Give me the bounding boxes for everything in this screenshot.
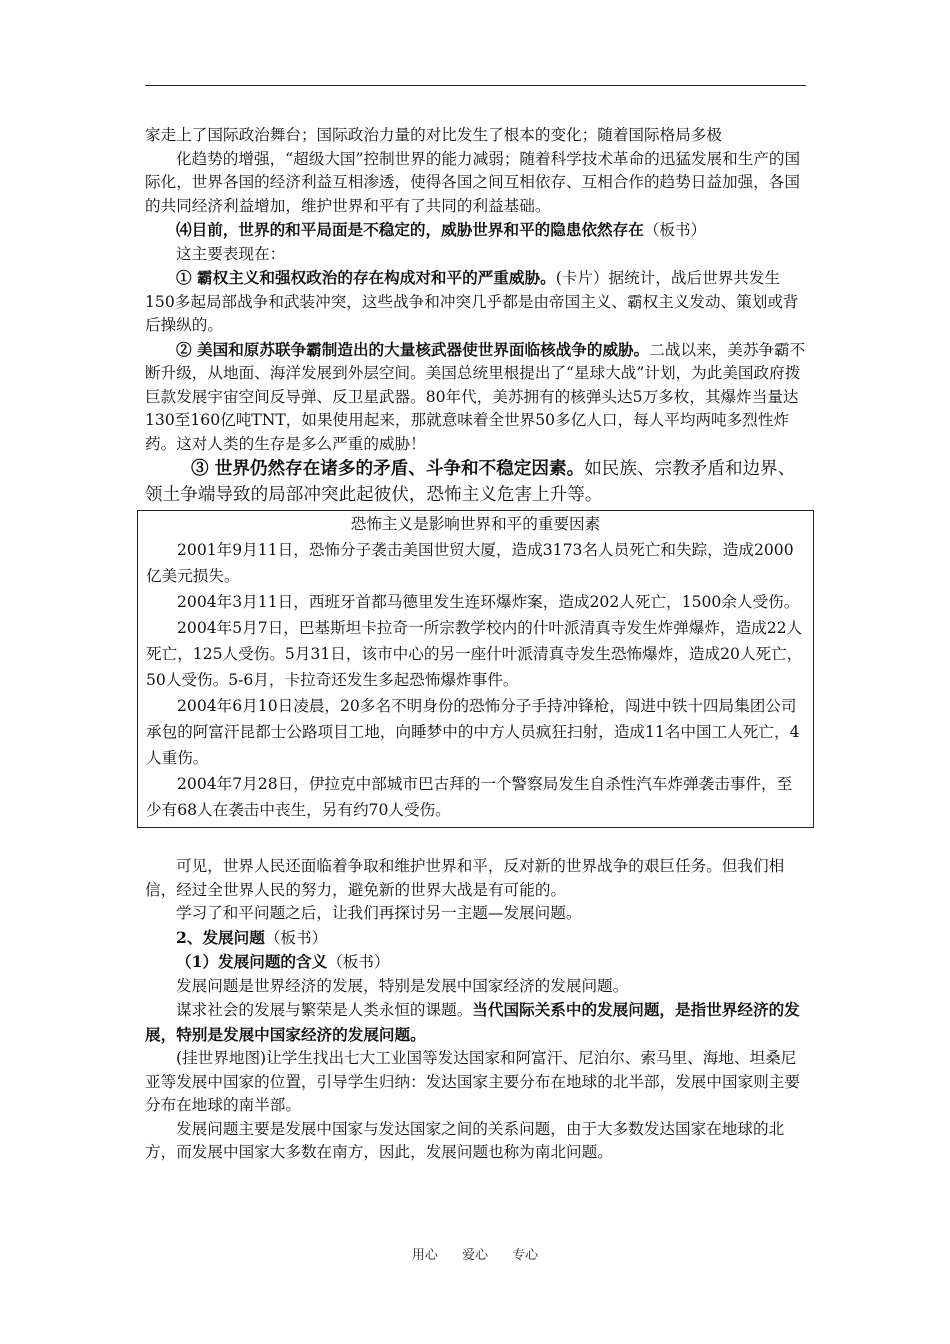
board-note: （板书）: [264, 928, 328, 947]
point-heading: ① 霸权主义和强权政治的存在构成对和平的严重威胁。: [176, 268, 556, 287]
section-heading: [145, 926, 806, 951]
paragraph: 发展问题主要是发展中国家与发达国家之间的关系问题，由于大多数发达国家在地球的北方，而发展中国家大多数在南方，因此，发展问题也称为南北问题。: [145, 1119, 785, 1161]
page-footer: [0, 1244, 950, 1263]
header-rule: [145, 85, 806, 86]
paragraph: 这主要表现在：: [176, 244, 286, 263]
section-heading: [145, 218, 806, 243]
paragraph: 发展问题是世界经济的发展，特别是发展中国家经济的发展问题。: [176, 976, 629, 995]
box-item: 2001年9月11日，恐怖分子袭击美国世贸大厦，造成3173名人员死亡和失踪，造成2000亿美元损失。: [146, 541, 794, 585]
footer-word: 爱心: [461, 1248, 488, 1263]
point-text: (卡片）据统计，战后世界共发生150多起局部战争和武装冲突，这些战争和冲突几乎都是由帝国主义、霸权主义发动、策划或背后操纵的。: [145, 269, 799, 334]
document-body: [145, 124, 806, 1165]
box-item: 2004年6月10日凌晨，20多名不明身份的恐怖分子手持冲锋枪，闯进中铁十四局集团公司承包的阿富汗昆都士公路项目工地，向睡梦中的中方人员疯狂扫射，造成11名中国工人死亡，4人重伤。: [146, 697, 800, 767]
paragraph: 学习了和平问题之后，让我们再探讨另一主题—发展问题。: [176, 904, 582, 922]
paragraph-emphasis: 当代国际关系中的发展问题，是指世界经济的发展，特别是发展中国家经济的发展问题。: [145, 1000, 800, 1044]
paragraph-text: 谋求社会的发展与繁荣是人类永恒的课题。: [176, 1001, 473, 1019]
box-item: 2004年7月28日，伊拉克中部城市巴古拜的一个警察局发生自杀性汽车炸弹袭击事件，至少有68人在袭击中丧生，另有约70人受伤。: [146, 775, 793, 819]
paragraph: 家走上了国际政治舞台；国际政治力量的对比发生了根本的变化；随着国际格局多极: [145, 126, 722, 144]
paragraph: 可见，世界人民还面临着争取和维护世界和平，反对新的世界战争的艰巨任务。但我们相信，经过全世界人民的努力，避免新的世界大战是有可能的。: [145, 857, 785, 899]
box-title: 恐怖主义是影响世界和平的重要因素: [350, 515, 601, 533]
heading-text: 2、发展问题: [176, 927, 265, 947]
paragraph: [145, 456, 806, 508]
paragraph: (挂世界地图)让学生找出七大工业国等发达国家和阿富汗、尼泊尔、索马里、海地、坦桑尼亚等发展中国家的位置，引导学生归纳：发达国家主要分布在地球的北半部，发展中国家则主要分布在地球的南半部。: [145, 1049, 800, 1114]
box-item: 2004年5月7日，巴基斯坦卡拉奇一所宗教学校内的什叶派清真寺发生炸弹爆炸，造成22人死亡，125人受伤。5月31日，该市中心的另一座什叶派清真寺发生恐怖爆炸，造成20人死亡，50人受伤。5-6月，卡拉奇还发生多起恐怖爆炸事件。: [146, 619, 803, 689]
heading-text: ⑷目前，世界的和平局面是不稳定的，威胁世界和平的隐患依然存在: [176, 220, 644, 239]
paragraph: [145, 338, 806, 457]
point-text: 如民族、宗教矛盾和边界、领土争端导致的局部冲突此起彼伏，恐怖主义危害上升等。: [145, 459, 796, 505]
board-note: （板书）: [327, 953, 390, 971]
paragraph: 化趋势的增强，“超级大国”控制世界的能力减弱；随着科学技术革命的迅猛发展和生产的国际化，世界各国的经济利益互相渗透，使得各国之间互相依存、互相合作的趋势日益加强，各国的共同经济利益增加，维护世界和平有了共同的利益基础。: [145, 149, 801, 215]
footer-word: 用心: [411, 1248, 438, 1263]
terrorism-box: [137, 510, 814, 828]
point-heading: ② 美国和原苏联争霸制造出的大量核武器使世界面临核战争的威胁。: [176, 339, 650, 359]
box-item: 2004年3月11日，西班牙首都马德里发生连环爆炸案，造成202人死亡，1500余人受伤。: [177, 593, 800, 611]
point-text: 二战以来，美苏争霸不断升级，从地面、海洋发展到外层空间。美国总统里根提出了“星球大战”计划，为此美国政府拨巨款发展宇宙空间反导弹、反卫星武器。80年代，美苏拥有的核弹头达5万多枚，其爆炸当量达130至160亿吨TNT，如果使用起来，那就意味着全世界50多亿人口，每人平均两吨多烈性炸药。这对人类的生存是多么严重的威胁！: [145, 340, 806, 453]
heading-text: （1）发展问题的含义: [176, 952, 328, 971]
paragraph: [145, 998, 806, 1047]
board-note: （板书）: [643, 221, 707, 239]
subsection-heading: [145, 950, 806, 975]
footer-word: 专心: [512, 1248, 539, 1263]
point-heading: ③ 世界仍然存在诸多的矛盾、斗争和不稳定因素。: [191, 458, 585, 479]
paragraph: [145, 266, 806, 338]
